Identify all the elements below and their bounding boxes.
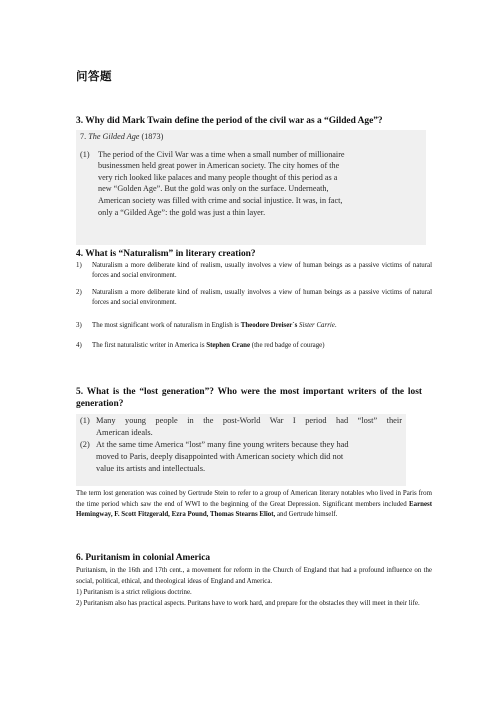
- list-item: [76, 321, 432, 331]
- q3-line: only a “Gilded Age”: the gold was just a thin layer.: [98, 207, 266, 217]
- list-item-text: Naturalism a more deliberate kind of realism, usually involves a view of human beings as a passive victims of natural forces and social environment.: [92, 288, 432, 307]
- question-6-title: 6. Puritanism in colonial America: [76, 553, 211, 563]
- list-item: [76, 341, 432, 351]
- q5-item-num: (2): [80, 440, 90, 449]
- q3-book-year: (1873): [139, 132, 164, 141]
- q5-line: At the same time America “lost” many fine young writers because they had: [96, 440, 349, 449]
- text-run: and Gertrude himself.: [275, 511, 338, 519]
- page-heading: 问答题: [76, 69, 112, 83]
- text-run: (the red badge of courage): [250, 342, 325, 350]
- q6-line: Puritanism, in the 16th and 17th cent., a movement for reform in the Church of England that had a profound influence on the social, political, ethical, and theological ideas of England and America.: [76, 567, 432, 585]
- text-run: The most significant work of naturalism in English is: [92, 321, 241, 329]
- q5-line: Many young people in the post-World War I period had “lost” their: [96, 416, 402, 425]
- text-run: The term lost generation was coined by Gertrude Stein to refer to a group of American literary notables who lived in Paris from the time period which saw the end of WWI to the beginning of the Great Depression. Significant members included: [76, 490, 432, 508]
- book-title: Sister Carrie: [299, 321, 335, 329]
- question-3-title: 3. Why did Mark Twain define the period of the civil war as a “Gilded Age”?: [76, 116, 383, 126]
- q5-answer-screenshot: [76, 414, 406, 486]
- list-item-num: 4): [76, 342, 82, 350]
- q3-line: very rich looked like palaces and many people thought of this period as a: [98, 172, 338, 182]
- q5-line: American ideals.: [96, 428, 153, 437]
- q3-line: businessmen held great power in American society. The city homes of the: [98, 161, 340, 171]
- q3-line: new “Golden Age”. But the gold was only on the surface. Underneath,: [98, 184, 329, 194]
- list-item-text: Naturalism a more deliberate kind of realism, usually involves a view of human beings as a passive victims of natural forces and social environment.: [92, 262, 432, 280]
- q3-line: The period of the Civil War was a time when a small number of millionaire: [98, 149, 345, 159]
- list-item-text: [92, 341, 432, 351]
- list-item-num: 1): [76, 262, 82, 269]
- q4-answer-list: [76, 261, 432, 357]
- q5-item-num: (1): [80, 416, 90, 425]
- list-item-num: 3): [76, 321, 82, 329]
- q5-line: value its artists and intellectuals.: [96, 464, 206, 473]
- q3-book-title: The Gilded Age: [88, 132, 140, 141]
- q6-body: [76, 565, 432, 609]
- q5-shot-item: [80, 439, 402, 475]
- question-5-title: 5. What is the “lost generation”? Who were the most important writers of the lost generation?: [76, 387, 422, 409]
- list-item-num: 2): [76, 288, 82, 296]
- q3-line: American society was filled with crime and social injustice. It was, in fact,: [98, 195, 343, 205]
- author-name: Stephen Crane: [206, 342, 251, 350]
- q6-line: 2) Puritanism also has practical aspects. Puritans have to work hard, and prepare for the obstacles they will meet in their life.: [76, 600, 420, 607]
- list-item: [76, 288, 432, 309]
- q3-answer-item: [80, 149, 422, 219]
- q5-paragraph: [76, 489, 432, 521]
- writer-names: Earnest Hemingway, F. Scott Fitzgerald, Ezra Pound, Thomas Stearns Eliot,: [76, 500, 432, 519]
- list-item-text: [92, 321, 432, 331]
- q5-line: moved to Paris, deeply disappointed with American society which did not: [96, 452, 344, 461]
- q5-shot-item: [80, 415, 402, 439]
- q3-book-line: [80, 131, 422, 143]
- question-4-title: 4. What is “Naturalism” in literary creation?: [76, 249, 256, 259]
- text-run: The first naturalistic writer in America is: [92, 342, 207, 350]
- author-name: Theodore Dreiser`s: [240, 321, 298, 329]
- list-item: [76, 261, 432, 282]
- text-run: .: [334, 321, 337, 329]
- q3-book-num: 7.: [80, 132, 89, 141]
- q6-line: 1) Puritanism is a strict religious doctrine.: [76, 589, 192, 596]
- q3-item-num: (1): [80, 149, 90, 159]
- q3-answer-screenshot: [76, 130, 426, 245]
